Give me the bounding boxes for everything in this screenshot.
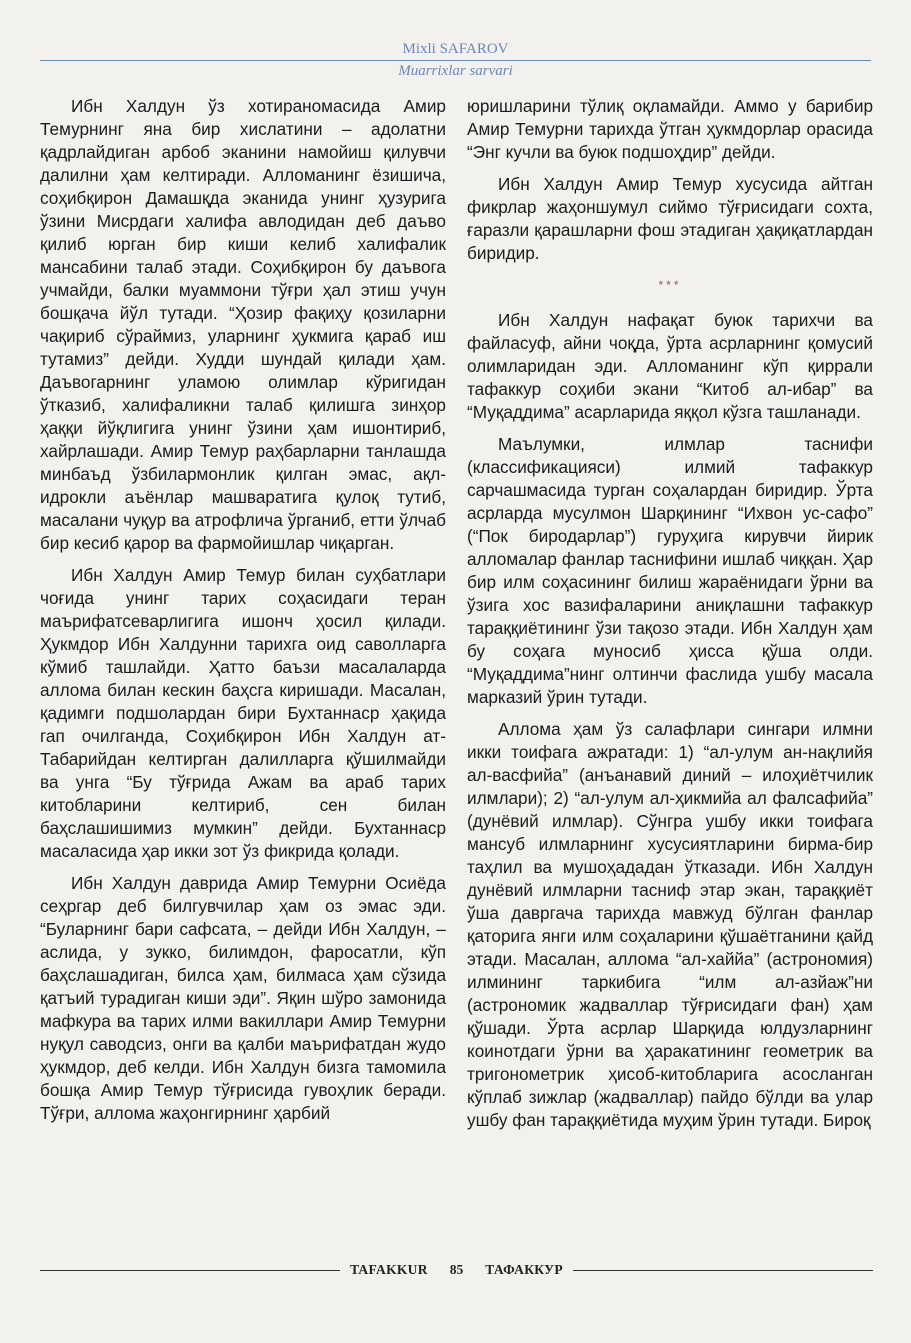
paragraph: Ибн Халдун нафақат буюк тарихчи ва файласуф, айни чоқда, ўрта асрларнинг қомусий олимларидан эди. Алломанинг кўп қиррали тафаккур соҳиби экани “Китоб ал-ибар” ва “Муқаддима” асарларида яққол кўзга ташланади.: [467, 310, 873, 422]
right-column: [467, 95, 873, 1141]
paragraph: Аллома ҳам ўз салафлари сингари илмни икки тоифага ажратади: 1) “ал-улум ан-нақлийя ал-васфийа” (анъанавий диний – илоҳиётчилик илмлари); 2) “ал-улум ал-ҳикмийа ал фалсафийа” (дунёвий илмлар). Сўнгра ушбу икки тоифага мансуб илмларнинг хусусиятларини бирма-бир таҳлил ва мушоҳададан ўтказади. Ибн Халдун дунёвий илмларни тасниф этар экан, тараққиёт ўша давргача тарихда мавжуд бўлган фанлар қаторига янги илм соҳаларини қўшаётганини қайд этади. Масалан, аллома “ал-хаййа” (астрономия) илмининг таркибига “илм ал-азйаж”ни (астрономик жадваллар тўғрисидаги фан) ҳам қўшади. Ўрта асрлар Шарқида юлдузларнинг коинотдаги ўрни ва ҳаракатининг геометрик ва тригонометрик ҳисоб-китобларига асосланган кўплаб зижлар (жадваллар) пайдо бўлди ва улар ушбу фан тараққиётида муҳим ўрин тутади. Бироқ: [467, 719, 873, 1130]
header-subtitle: Muarrixlar sarvari: [398, 63, 513, 79]
header-author: Mixli SAFAROV: [402, 41, 509, 57]
paragraph: Ибн Халдун Амир Темур хусусида айтган фикрлар жаҳоншумул сиймо тўғрисидаги сохта, ғаразли қарашларни фош этадиган ҳақиқатлардан биридир.: [467, 174, 873, 263]
footer-rule-right: [573, 1270, 873, 1271]
paragraph: Маълумки, илмлар таснифи (классификацияси) илмий тафаккур сарчашмасида турган соҳалардан биридир. Ўрта асрларда мусулмон Шарқининг “Ихвон ус-сафо” (“Пок биродарлар”) гуруҳига кирувчи йирик алломалар фанлар таснифини ишлаб чиққан. Ҳар бир илм соҳасининг билиш жараёнидаги ўрни ва ўзига хос вазифаларини аниқлашни тафаккур тараққиётининг ўзи тақозо этади. Ибн Халдун ҳам бу соҳага муносиб ҳисса қўша олди. “Муқаддима”нинг олтинчи фаслида ушбу масала марказий ўрин тутади.: [467, 434, 873, 707]
header-divider: [40, 60, 871, 61]
paragraph: юришларини тўлиқ оқламайди. Аммо у барибир Амир Темурни тарихда ўтган ҳукмдорлар орасида “Энг кучли ва буюк подшоҳдир” дейди.: [467, 96, 873, 162]
page-number: 85: [449, 1262, 464, 1277]
section-separator: ***: [658, 278, 682, 292]
page-footer: [40, 1262, 873, 1278]
paragraph: Ибн Халдун Амир Темур билан суҳбатлари чоғида унинг тарих соҳасидаги теран маърифатсеварлигига ишонч ҳосил қилади. Ҳукмдор Ибн Халдунни тарихга оид саволларга кўмиб ташлайди. Ҳатто баъзи масалаларда аллома билан кескин баҳсга киришади. Масалан, қадимги подшолардан бири Бухтаннаср ҳақида гап очилганда, Соҳибқирон Ибн Халдун ат-Табарийдан келтирган далилларга қўшилмайди ва унга “Бу тўғрида Ажам ва араб тарих китобларини келтириб, сен билан баҳслашишимиз мумкин” дейди. Бухтаннаср масаласида ҳар икки зот ўз фикрида қолади.: [40, 565, 446, 861]
footer-label-latin: TAFAKKUR: [350, 1262, 428, 1277]
running-header: [40, 40, 871, 80]
left-column: [40, 95, 446, 1134]
footer-label-cyrillic: ТАФАККУР: [485, 1262, 563, 1277]
paragraph: Ибн Халдун даврида Амир Темурни Осиёда сеҳргар деб билгувчилар ҳам оз эмас эди. “Буларнинг бари сафсата, – дейди Ибн Халдун, – аслида, у зукко, билимдон, фаросатли, кўп баҳслашадиган, билса ҳам, билмаса ҳам сўзида қатъий турадиган киши эди”. Яқин шўро замонида мафкура ва тарих илми вакиллари Амир Темурни нуқул саводсиз, онги ва қалби маърифатдан жудо ҳукмдор, деб келди. Ибн Халдун бизга тамомила бошқа Амир Темур тўғрисида гувоҳлик беради. Тўғри, аллома жаҳонгирнинг ҳарбий: [40, 873, 446, 1123]
footer-rule-left: [40, 1270, 340, 1271]
paragraph: Ибн Халдун ўз хотираномасида Амир Темурнинг яна бир хислатини – адолатни қадрлайдиган арбоб эканини намойиш қилувчи далилни ҳам келтиради. Алломанинг ёзишича, соҳибқирон Дамашқда эканида унинг ҳузурига ўзини Мисрдаги халифа авлодидан деб даъво қилиб юрган бир киши келиб халифалик мансабини талаб этади. Соҳибқирон бу даъвога учмайди, балки муаммони тўғри ҳал этиш учун бошқача йўл тутади. “Ҳозир фақиҳу қозиларни чақириб сўраймиз, уларнинг ҳукмига қараб иш тутамиз” дейди. Худди шундай қилади ҳам. Даъвогарнинг уламою олимлар кўригидан ўтказиб, халифаликни талаб қилишга зинҳор ҳаққи йўқлигига унинг ўзини ҳам ишонтириб, хайрлашади. Амир Темур раҳбарларни танлашда минбаъд ўзбилармонлик қилган эмас, ақл-идрокли аъёнлар машваратига қулоқ тутиб, масалани чуқур ва атрофлича ўрганиб, етти ўлчаб бир кесиб қарор ва фармойишлар чиқарган.: [40, 96, 446, 553]
